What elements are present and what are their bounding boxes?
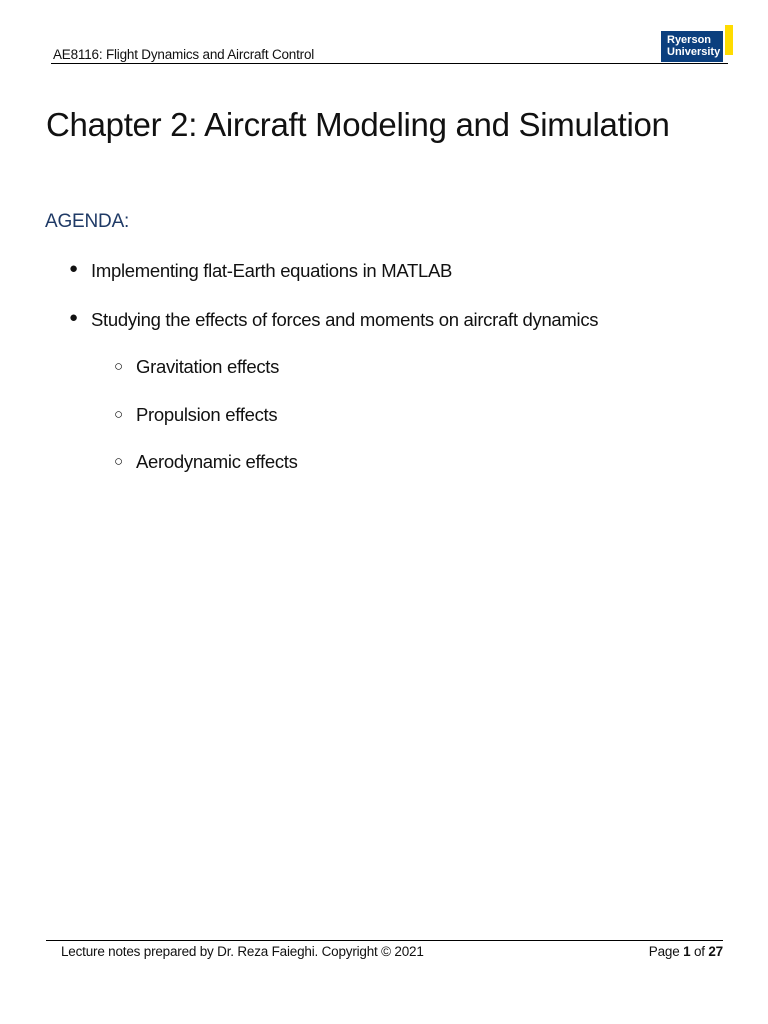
circle-bullet-icon: ○ — [114, 358, 123, 375]
page-number — [649, 944, 723, 959]
agenda-subitem-text: Propulsion effects — [136, 404, 278, 425]
logo-accent-bar — [725, 25, 733, 55]
agenda-subitem — [114, 451, 298, 473]
page-of: of — [693, 944, 705, 959]
agenda-item — [69, 260, 453, 282]
page-total: 27 — [708, 944, 723, 959]
logo-line1: Ryerson — [667, 34, 712, 46]
page-label: Page — [648, 944, 680, 959]
circle-bullet-icon: ○ — [114, 453, 123, 470]
agenda-subitem — [114, 404, 278, 426]
chapter-title: Chapter 2: Aircraft Modeling and Simulation — [46, 106, 670, 143]
page-current: 1 — [683, 944, 691, 959]
agenda-subitem-text: Gravitation effects — [136, 356, 280, 377]
header-divider — [51, 63, 728, 64]
course-title: AE8116: Flight Dynamics and Aircraft Control — [53, 47, 315, 62]
ryerson-logo — [661, 31, 723, 62]
agenda-item — [69, 309, 599, 331]
agenda-subitem — [114, 356, 280, 378]
agenda-item-text: Studying the effects of forces and moments on aircraft dynamics — [91, 309, 599, 330]
footer-divider — [46, 940, 723, 941]
bullet-icon: ● — [69, 309, 78, 326]
logo-line2: University — [667, 46, 721, 58]
bullet-icon: ● — [69, 260, 78, 277]
footer-credit: Lecture notes prepared by Dr. Reza Faieghi. Copyright © 2021 — [61, 944, 424, 959]
agenda-item-text: Implementing flat-Earth equations in MATLAB — [91, 260, 453, 281]
agenda-heading: AGENDA: — [45, 211, 130, 232]
agenda-subitem-text: Aerodynamic effects — [136, 451, 298, 472]
circle-bullet-icon: ○ — [114, 406, 123, 423]
